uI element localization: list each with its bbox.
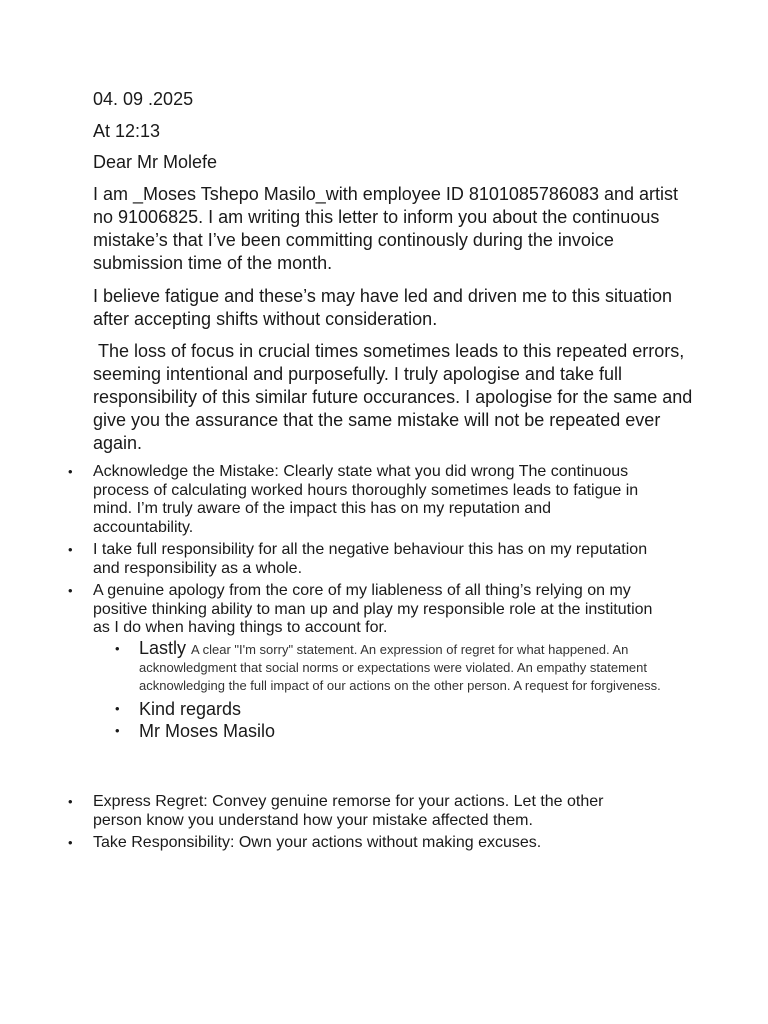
list-item-text: I take full responsibility for all the negative behaviour this has on my reputation and responsibility as a whole.	[93, 541, 648, 577]
list-item	[0, 834, 653, 853]
bullet-icon: •	[68, 835, 73, 850]
bullet-icon: •	[115, 700, 120, 716]
bullet-icon: •	[68, 542, 73, 557]
letter-paragraph-1: I am _Moses Tshepo Masilo_with employee ID 8101085786083 and artist no 91006825. I am writing this letter to inform you about the continuous mistake’s that I’ve been committing continously during the invoice submission time of the month.	[93, 184, 679, 273]
bullet-icon: •	[68, 583, 73, 598]
lastly-text: A clear "I'm sorry" statement. An expression of regret for what happened. An acknowledgment that social norms or expectations were violated. An empathy statement acknowledging the full impact of our actions on the other person. A request for forgiveness.	[139, 641, 661, 693]
letter-salutation: Dear Mr Molefe	[93, 152, 218, 172]
bullet-icon: •	[68, 464, 73, 479]
bullet-list-main	[0, 463, 768, 746]
list-item	[0, 541, 653, 578]
list-item	[0, 463, 653, 537]
list-item	[0, 582, 661, 742]
sub-list-item-lastly	[93, 637, 684, 694]
bullet-list-secondary	[0, 793, 768, 857]
closing-text: Kind regards	[139, 698, 242, 719]
letter-date: 04. 09 .2025	[93, 89, 194, 109]
list-item	[0, 793, 653, 830]
signature-text: Mr Moses Masilo	[139, 720, 276, 741]
letter-paragraph-3: The loss of focus in crucial times sometimes leads to this repeated errors, seeming intentional and purposefully. I truly apologise and take full responsibility of this similar future occurances. I apologise for the same and give you the assurance that the same mistake will not be repeated ever again.	[93, 341, 698, 453]
bullet-icon: •	[115, 640, 120, 656]
bullet-icon: •	[115, 722, 120, 738]
list-item-text: Take Responsibility: Own your actions without making excuses.	[93, 834, 542, 851]
list-item-text: Express Regret: Convey genuine remorse for your actions. Let the other person know you understand how your mistake affected them.	[93, 793, 604, 829]
list-item-text: Acknowledge the Mistake: Clearly state what you did wrong The continuous process of calculating worked hours thoroughly sometimes leads to fatigue in mind. I’m truly aware of the impact this has on my reputation and accountability.	[93, 463, 639, 536]
sub-list-item-signature	[93, 720, 684, 742]
sub-list-item-closing	[93, 698, 684, 720]
bullet-sublist	[93, 637, 661, 742]
lastly-label: Lastly	[139, 637, 187, 658]
letter-time: At 12:13	[93, 121, 161, 141]
letter-paragraph-2: I believe fatigue and these’s may have led and driven me to this situation after accepting shifts without consideration.	[93, 286, 673, 329]
list-item-text: A genuine apology from the core of my liableness of all thing’s relying on my positive thinking ability to man up and play my responsible role at the institution as I do when having things to account for.	[93, 582, 653, 636]
bullet-icon: •	[68, 794, 73, 809]
